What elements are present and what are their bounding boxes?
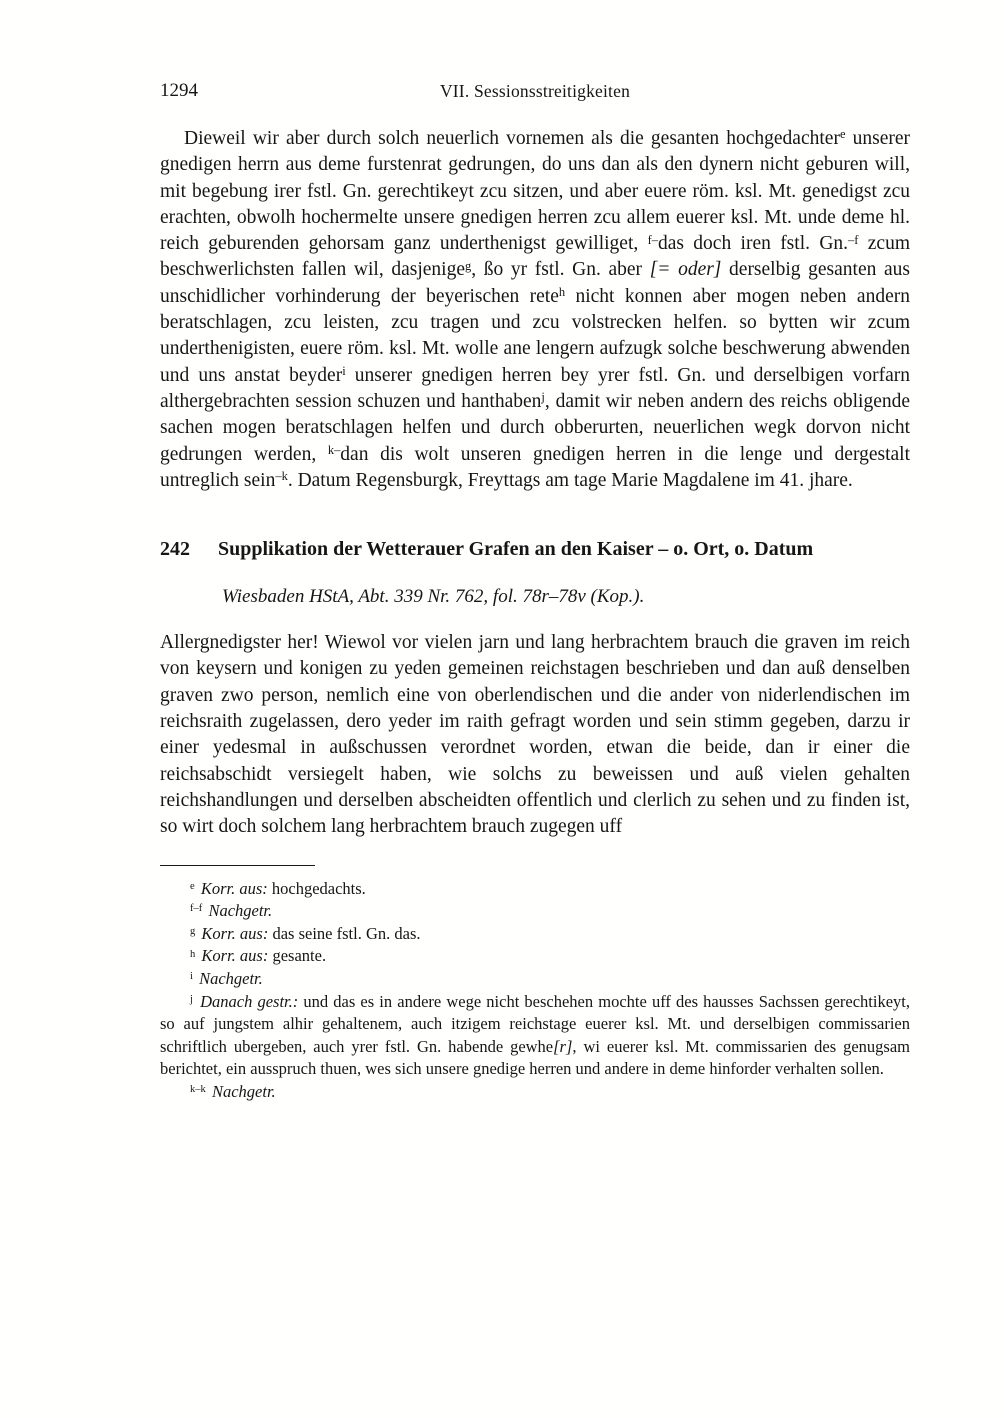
text-column bbox=[160, 80, 910, 1103]
footnote bbox=[160, 878, 910, 901]
text-run: [= oder] bbox=[649, 259, 722, 281]
footnote-marker: h bbox=[190, 948, 196, 960]
footnote bbox=[160, 923, 910, 946]
text-run: hochgedachts. bbox=[267, 878, 366, 898]
text-run: Korr. aus: bbox=[201, 923, 269, 943]
paragraph-supplication bbox=[160, 630, 910, 840]
source-citation: Wiesbaden HStA, Abt. 339 Nr. 762, fol. 78r–78v (Kop.). bbox=[222, 586, 645, 608]
text-run: und das es in andere wege nicht beschehen mochte uff des hausses Sachssen gerechtikeyt, so auf jungstem alhir gehaltenem, auch itzigem reichstage euerer ksl. Mt. und derselbigen commissarien schriftlich ubergeben, auch yrer fstl. Gn. habende gewhe bbox=[160, 991, 910, 1056]
text-run: [r] bbox=[553, 1036, 573, 1056]
text-run: zcum beschwerlichsten fallen wil, dasjenige bbox=[160, 233, 910, 281]
footnote bbox=[160, 900, 910, 923]
page-number: 1294 bbox=[160, 80, 198, 101]
footnote-reference: g bbox=[465, 258, 472, 273]
footnote-marker: g bbox=[190, 925, 196, 937]
text-run: Allergnedigster her! Wiewol vor vielen jarn und lang herbrachtem brauch die graven im reich von keysern und konigen zu yeden gemeinen reichstagen beschrieben und dan auß denselben graven zwo person, nemlich eine von oberlendischen und die ander von niderlendischen im reichsraith zugelassen, dero yeder im raith gefragt worden und sein stimm gegeben, darzu ir einer yedesmal in außschussen verordnet worden, etwan die beide, dan ir einer die reichsabschidt versiegelt haben, wie solchs zu beweissen und auß vielen gehalten reichshandlungen und derselben abscheidten offentlich und clerlich zu sehen und zu finden ist, so wirt doch solchem lang herbrachtem brauch zugegen uff bbox=[160, 632, 910, 838]
footnote-separator bbox=[160, 865, 315, 866]
text-run: . Datum Regensburgk, Freyttags am tage Marie Magdalene im 41. jhare. bbox=[287, 469, 853, 491]
text-run: gesante. bbox=[268, 946, 327, 966]
text-run: , damit wir neben andern des reichs obligende sachen mogen beratschlagen helfen und durch obberurten, neuerlichen wegk dorvon nicht gedrungen werden, bbox=[160, 390, 911, 465]
footnote bbox=[160, 968, 910, 991]
footnote-reference: j bbox=[541, 390, 545, 405]
footnote-reference: k– bbox=[327, 442, 341, 457]
footnote-marker: j bbox=[190, 993, 193, 1005]
text-run: derselbig gesanten aus unschidlicher vorhinderung der beyerischen rete bbox=[160, 259, 910, 307]
footnote-marker: k–k bbox=[190, 1084, 206, 1096]
text-run: Korr. aus: bbox=[201, 946, 269, 966]
footnote-reference: –f bbox=[848, 232, 859, 247]
footnote bbox=[160, 1081, 910, 1104]
text-run: das doch iren fstl. Gn. bbox=[657, 233, 849, 255]
text-run: Danach gestr.: bbox=[200, 991, 299, 1011]
footnote-marker: e bbox=[190, 880, 195, 892]
footnote-reference: h bbox=[558, 285, 566, 300]
page-header bbox=[160, 80, 910, 106]
footnote bbox=[160, 991, 910, 1081]
section-number: 242 bbox=[160, 538, 190, 561]
text-run: unserer gnedigen herren bey yrer fstl. Gn. und derselbigen vorfarn althergebrachten session schuzen und hanthaben bbox=[160, 364, 910, 412]
footnote-reference: f– bbox=[647, 232, 658, 247]
paragraph-letter-text bbox=[160, 126, 910, 494]
footnote-marker: f–f bbox=[190, 903, 203, 915]
text-run: dan dis wolt unseren gnedigen herren in die lenge und dergestalt untreglich sein bbox=[160, 443, 910, 491]
footnote-reference: i bbox=[342, 364, 346, 379]
footnote-marker: i bbox=[190, 971, 193, 983]
text-run: das seine fstl. Gn. das. bbox=[268, 923, 421, 943]
text-run: Nachgetr. bbox=[211, 1081, 276, 1101]
running-head: VII. Sessionsstreitigkeiten bbox=[439, 81, 631, 101]
text-run: unserer gnedigen herrn aus deme furstenrat gedrungen, do uns dan als den dynern nicht geburen will, mit begebung irer fstl. Gn. gerechtikeyt zcu sitzen, und aber euere röm. ksl. Mt. genedigst zcu erachten, obwolh hochermelte unsere gnedigen herren zcu allem euerer ksl. Mt. unde deme hl. reich geburenden gehorsam ganz underthenigst gewilliget, bbox=[160, 128, 910, 255]
text-run: Dieweil wir aber durch solch neuerlich vornemen als die gesanten hochgedachter bbox=[184, 128, 840, 149]
text-run: , ßo yr fstl. Gn. aber bbox=[471, 259, 650, 281]
footnote-reference: –k bbox=[275, 469, 288, 484]
text-run: Nachgetr. bbox=[199, 968, 263, 988]
section-heading bbox=[160, 536, 910, 562]
text-run: Nachgetr. bbox=[208, 901, 273, 921]
section-title: Supplikation der Wetterauer Grafen an den Kaiser – o. Ort, o. Datum bbox=[218, 538, 814, 561]
text-run: nicht konnen aber mogen neben andern beratschlagen, zcu leisten, zcu tragen und zcu volstrecken helfen. so bytten wir zcum underthenigisten, euere röm. ksl. Mt. wolle ane lengern aufzugk solche beschwerung abwenden und uns anstat beyder bbox=[160, 285, 910, 386]
footnote bbox=[160, 945, 910, 968]
text-run: , wi euerer ksl. Mt. commissarien des genugsam berichtet, ein ausspruch thuen, wes sich unsere gnedige herren und andere in deme hinforder verhalten sollen. bbox=[160, 1036, 910, 1079]
footnotes bbox=[160, 878, 910, 1104]
text-run: Korr. aus: bbox=[200, 878, 268, 898]
footnote-reference: e bbox=[839, 127, 846, 142]
